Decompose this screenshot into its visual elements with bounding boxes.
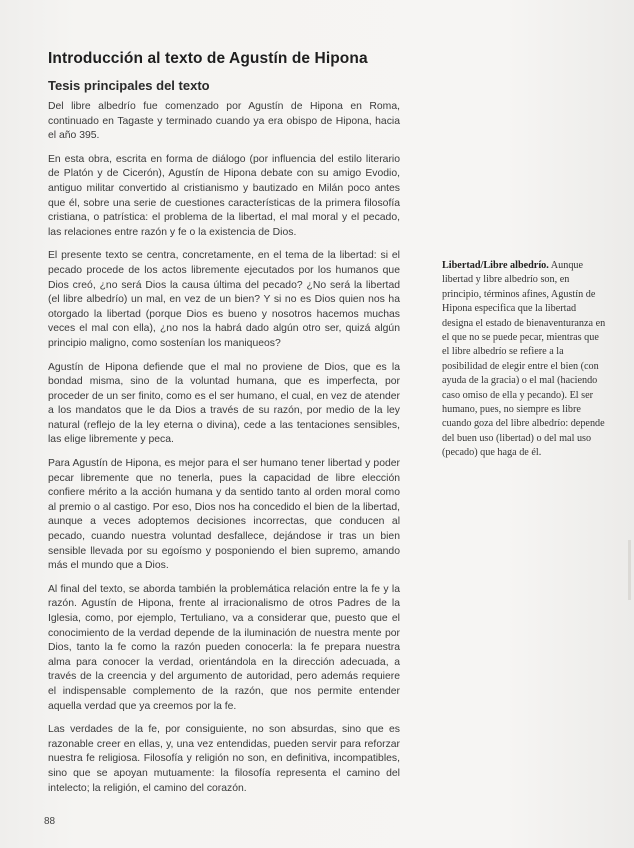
main-text [48, 100, 400, 805]
sidebar-definition [442, 259, 606, 461]
paragraph-6: Al final del texto, se aborda también la problemática relación entre la fe y la razón. Agustín de Hipona, frente al irracionalismo de otros Padres de la Iglesia, como, por ejemplo, Tertuliano, va a considerar que, puesto que el conocimiento de la verdad depende de la iluminación de nuestra mente por Dios, tanto la fe como la razón pueden conocerla: la fe prepara nuestra alma para conocer la verdad, orientándola en la dirección adecuada, a través de la creencia y del argumento de autoridad, pero además requiere el indispensable complemento de la razón, que nos permite entender aquella verdad que ya creemos por la fe. [48, 583, 400, 712]
page-edge-shadow [628, 540, 631, 600]
paragraph-2: En esta obra, escrita en forma de diálogo (por influencia del estilo literario de Platón y de Cicerón), Agustín de Hipona debate con su amigo Evodio, antiguo militar convertido al cristianismo y bautizado en Milán poco antes que él, sobre una serie de cuestiones características de la primera filosofía cristiana, o patrística: el problema de la libertad, el mal moral y el pecado, las relaciones entre razón y fe o la existencia de Dios. [48, 153, 400, 238]
page-title: Introducción al texto de Agustín de Hipona [48, 50, 368, 67]
paragraph-5: Para Agustín de Hipona, es mejor para el ser humano tener libertad y poder pecar libremente que no tenerla, pues la capacidad de libre elección confiere mérito a la acción humana y da sentido tanto al orden moral como al premio o al castigo. Por eso, Dios nos ha concedido el bien de la libertad, aunque a veces adoptemos decisiones incorrectas, que conducen al pecado, cuando nuestra voluntad desfallece, dejándose ir tras un bien sensible llevada por su egoísmo y posponiendo el bien supremo, amando más el mundo que a Dios. [48, 458, 400, 572]
paragraph-1: Del libre albedrío fue comenzado por Agustín de Hipona en Roma, continuado en Tagaste y terminado cuando ya era obispo de Hipona, hacia el año 395. [48, 101, 400, 142]
sidebar-term: Libertad/Libre albedrío. [442, 260, 549, 271]
paragraph-3: El presente texto se centra, concretamente, en el tema de la libertad: si el pecado procede de los actos libremente ejecutados por los humanos que Dios creó, ¿no será Dios la causa última del pecado? ¿No será la libertad (el libre albedrío) un mal, en vez de un bien? Y si no es Dios quien nos ha otorgado la libertad (porque Dios es bueno y nosotros hacemos muchas veces el mal con ella), ¿no nos la habrá dado algún otro ser, quizá algún principio maligno, como sostenían los maniqueos? [48, 250, 400, 349]
paragraph-4: Agustín de Hipona defiende que el mal no proviene de Dios, que es la bondad misma, sino de la voluntad humana, que es imperfecta, por proceder de un ser finito, como es el ser humano, el cual, en vez de atender a los mandatos que le da Dios a través de su razón, por medio de la ley natural (reflejo de la ley eterna o divina), cede a las tentaciones sensibles, las elige libremente y peca. [48, 361, 400, 446]
sidebar-text: Aunque libertad y libre albedrío son, en principio, términos afines, Agustín de Hipona especifica que la libertad designa el estado de bienaventuranza en el que no se puede pecar, mientras que el libre albedrío se refiere a la posibilidad de elegir entre el bien (con ayuda de la gracia) o el mal (haciendo caso omiso de ella y pecando). El ser humano, pues, no siempre es libre cuando goza del libre albedrío: depende del buen uso (libertad) o del mal uso (pecado) que haga de él. [442, 260, 606, 459]
page-number: 88 [44, 816, 56, 827]
paragraph-7: Las verdades de la fe, por consiguiente, no son absurdas, sino que es razonable creer en ellas, y, una vez entendidas, pueden servir para reforzar nuestra fe religiosa. Filosofía y religión no son, en definitiva, incompatibles, sino que se apoyan mutuamente: la filosofía representa el camino del intelecto; la religión, el camino del corazón. [48, 724, 400, 794]
section-subtitle: Tesis principales del texto [48, 78, 210, 93]
